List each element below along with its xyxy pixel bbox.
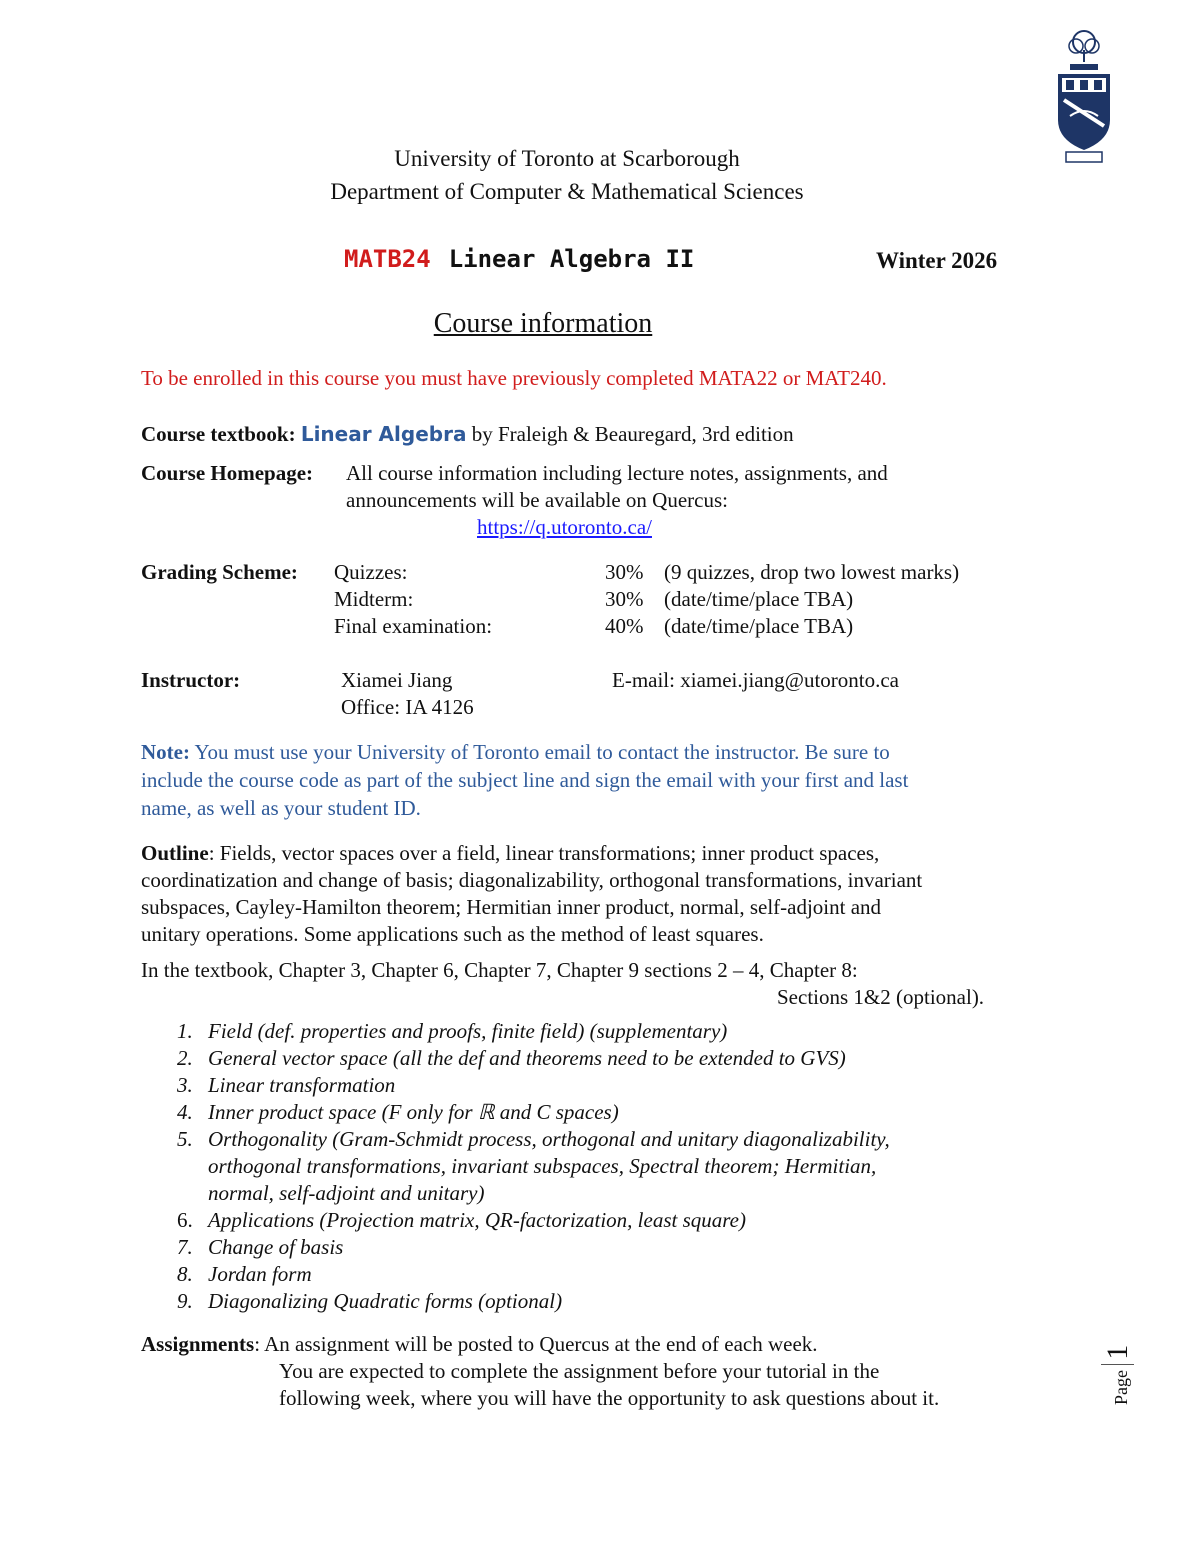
- note-label: Note:: [141, 740, 190, 764]
- textbook-rest: by Fraleigh & Beauregard, 3rd edition: [471, 422, 794, 446]
- textbook-line: [141, 421, 794, 448]
- course-code: MATB24: [344, 245, 431, 273]
- homepage-label: Course Homepage:: [141, 461, 314, 485]
- assignments-line2: You are expected to complete the assignment before your tutorial in the: [279, 1359, 880, 1383]
- assignments-text-1: : An assignment will be posted to Quercus at the end of each week.: [254, 1332, 818, 1356]
- list-item: 1. Field (def. properties and proofs, finite field) (supplementary): [177, 1019, 728, 1043]
- outline-line3: subspaces, Cayley-Hamilton theorem; Hermitian inner product, normal, self-adjoint and: [141, 895, 882, 919]
- course-term: Winter 2026: [876, 248, 998, 273]
- homepage-line2: announcements will be available on Quercus:: [346, 488, 728, 512]
- grading-weight: 30%: [605, 587, 644, 611]
- list-item: 5. Orthogonality (Gram-Schmidt process, orthogonal and unitary diagonalizability, orthogonal transformations, invariant subspaces, Spectral theorem; Hermitian, normal, self-adjoint and unitary): [177, 1127, 890, 1205]
- list-item: 4. Inner product space (F only for ℝ and C spaces): [177, 1100, 619, 1124]
- note-line3: name, as well as your student ID.: [141, 796, 421, 820]
- grading-weight: 40%: [605, 614, 644, 638]
- instructor-email: E-mail: xiamei.jiang@utoronto.ca: [612, 668, 900, 692]
- assignments-line3: following week, where you will have the opportunity to ask questions about it.: [279, 1386, 940, 1410]
- grading-note: (9 quizzes, drop two lowest marks): [664, 560, 960, 584]
- chapters-line1: In the textbook, Chapter 3, Chapter 6, Chapter 7, Chapter 9 sections 2 – 4, Chapter 8:: [141, 958, 858, 982]
- grading-item: Quizzes:: [334, 560, 408, 584]
- instructor-label: Instructor:: [141, 668, 241, 692]
- course-title: Linear Algebra II: [448, 245, 695, 273]
- list-item: 8. Jordan form: [177, 1262, 312, 1286]
- department-name: Department of Computer & Mathematical Sciences: [330, 179, 804, 204]
- grading-label: Grading Scheme:: [141, 560, 298, 584]
- note-line2: include the course code as part of the subject line and sign the email with your first and last: [141, 768, 909, 792]
- instructor-name: Xiamei Jiang: [341, 668, 453, 692]
- university-name: University of Toronto at Scarborough: [394, 146, 740, 171]
- textbook-title: Linear Algebra: [300, 422, 467, 446]
- chapters-line2: Sections 1&2 (optional).: [777, 985, 985, 1009]
- list-item: 2. General vector space (all the def and theorems need to be extended to GVS): [177, 1046, 846, 1070]
- assignments-label: Assignments: [141, 1332, 255, 1356]
- grading-item: Final examination:: [334, 614, 493, 638]
- outline-line4: unitary operations. Some applications such as the method of least squares.: [141, 922, 764, 946]
- grading-note: (date/time/place TBA): [664, 614, 854, 638]
- list-item: 6. Applications (Projection matrix, QR-factorization, least square): [177, 1208, 746, 1232]
- outline-line1: [141, 840, 879, 867]
- section-title: Course information: [433, 308, 653, 339]
- page-number-value: 1: [1101, 1345, 1134, 1365]
- grading-item: Midterm:: [334, 587, 414, 611]
- assignments-line1: [141, 1331, 818, 1358]
- list-item: 3. Linear transformation: [177, 1073, 396, 1097]
- note-text-1: You must use your University of Toronto email to contact the instructor. Be sure to: [194, 740, 890, 764]
- list-item: 9. Diagonalizing Quadratic forms (optional): [177, 1289, 563, 1313]
- note-line1: [141, 739, 890, 766]
- prerequisite-note: To be enrolled in this course you must have previously completed MATA22 or MAT240.: [141, 366, 887, 390]
- outline-label: Outline: [141, 841, 209, 865]
- quercus-link[interactable]: https://q.utoronto.ca/: [477, 515, 652, 539]
- topics-list: [141, 1018, 1041, 1315]
- instructor-office: Office: IA 4126: [341, 695, 474, 719]
- course-heading: [344, 246, 694, 274]
- textbook-label: Course textbook:: [141, 422, 296, 446]
- page-number: [1101, 1344, 1135, 1405]
- grading-weight: 30%: [605, 560, 644, 584]
- list-item: 7. Change of basis: [177, 1235, 344, 1259]
- grading-note: (date/time/place TBA): [664, 587, 854, 611]
- homepage-line1: All course information including lecture notes, assignments, and: [346, 461, 888, 485]
- page-label: Page: [1111, 1370, 1131, 1405]
- outline-line2: coordinatization and change of basis; diagonalizability, orthogonal transformations, invariant: [141, 868, 923, 892]
- outline-text-1: : Fields, vector spaces over a field, linear transformations; inner product spaces,: [208, 841, 880, 865]
